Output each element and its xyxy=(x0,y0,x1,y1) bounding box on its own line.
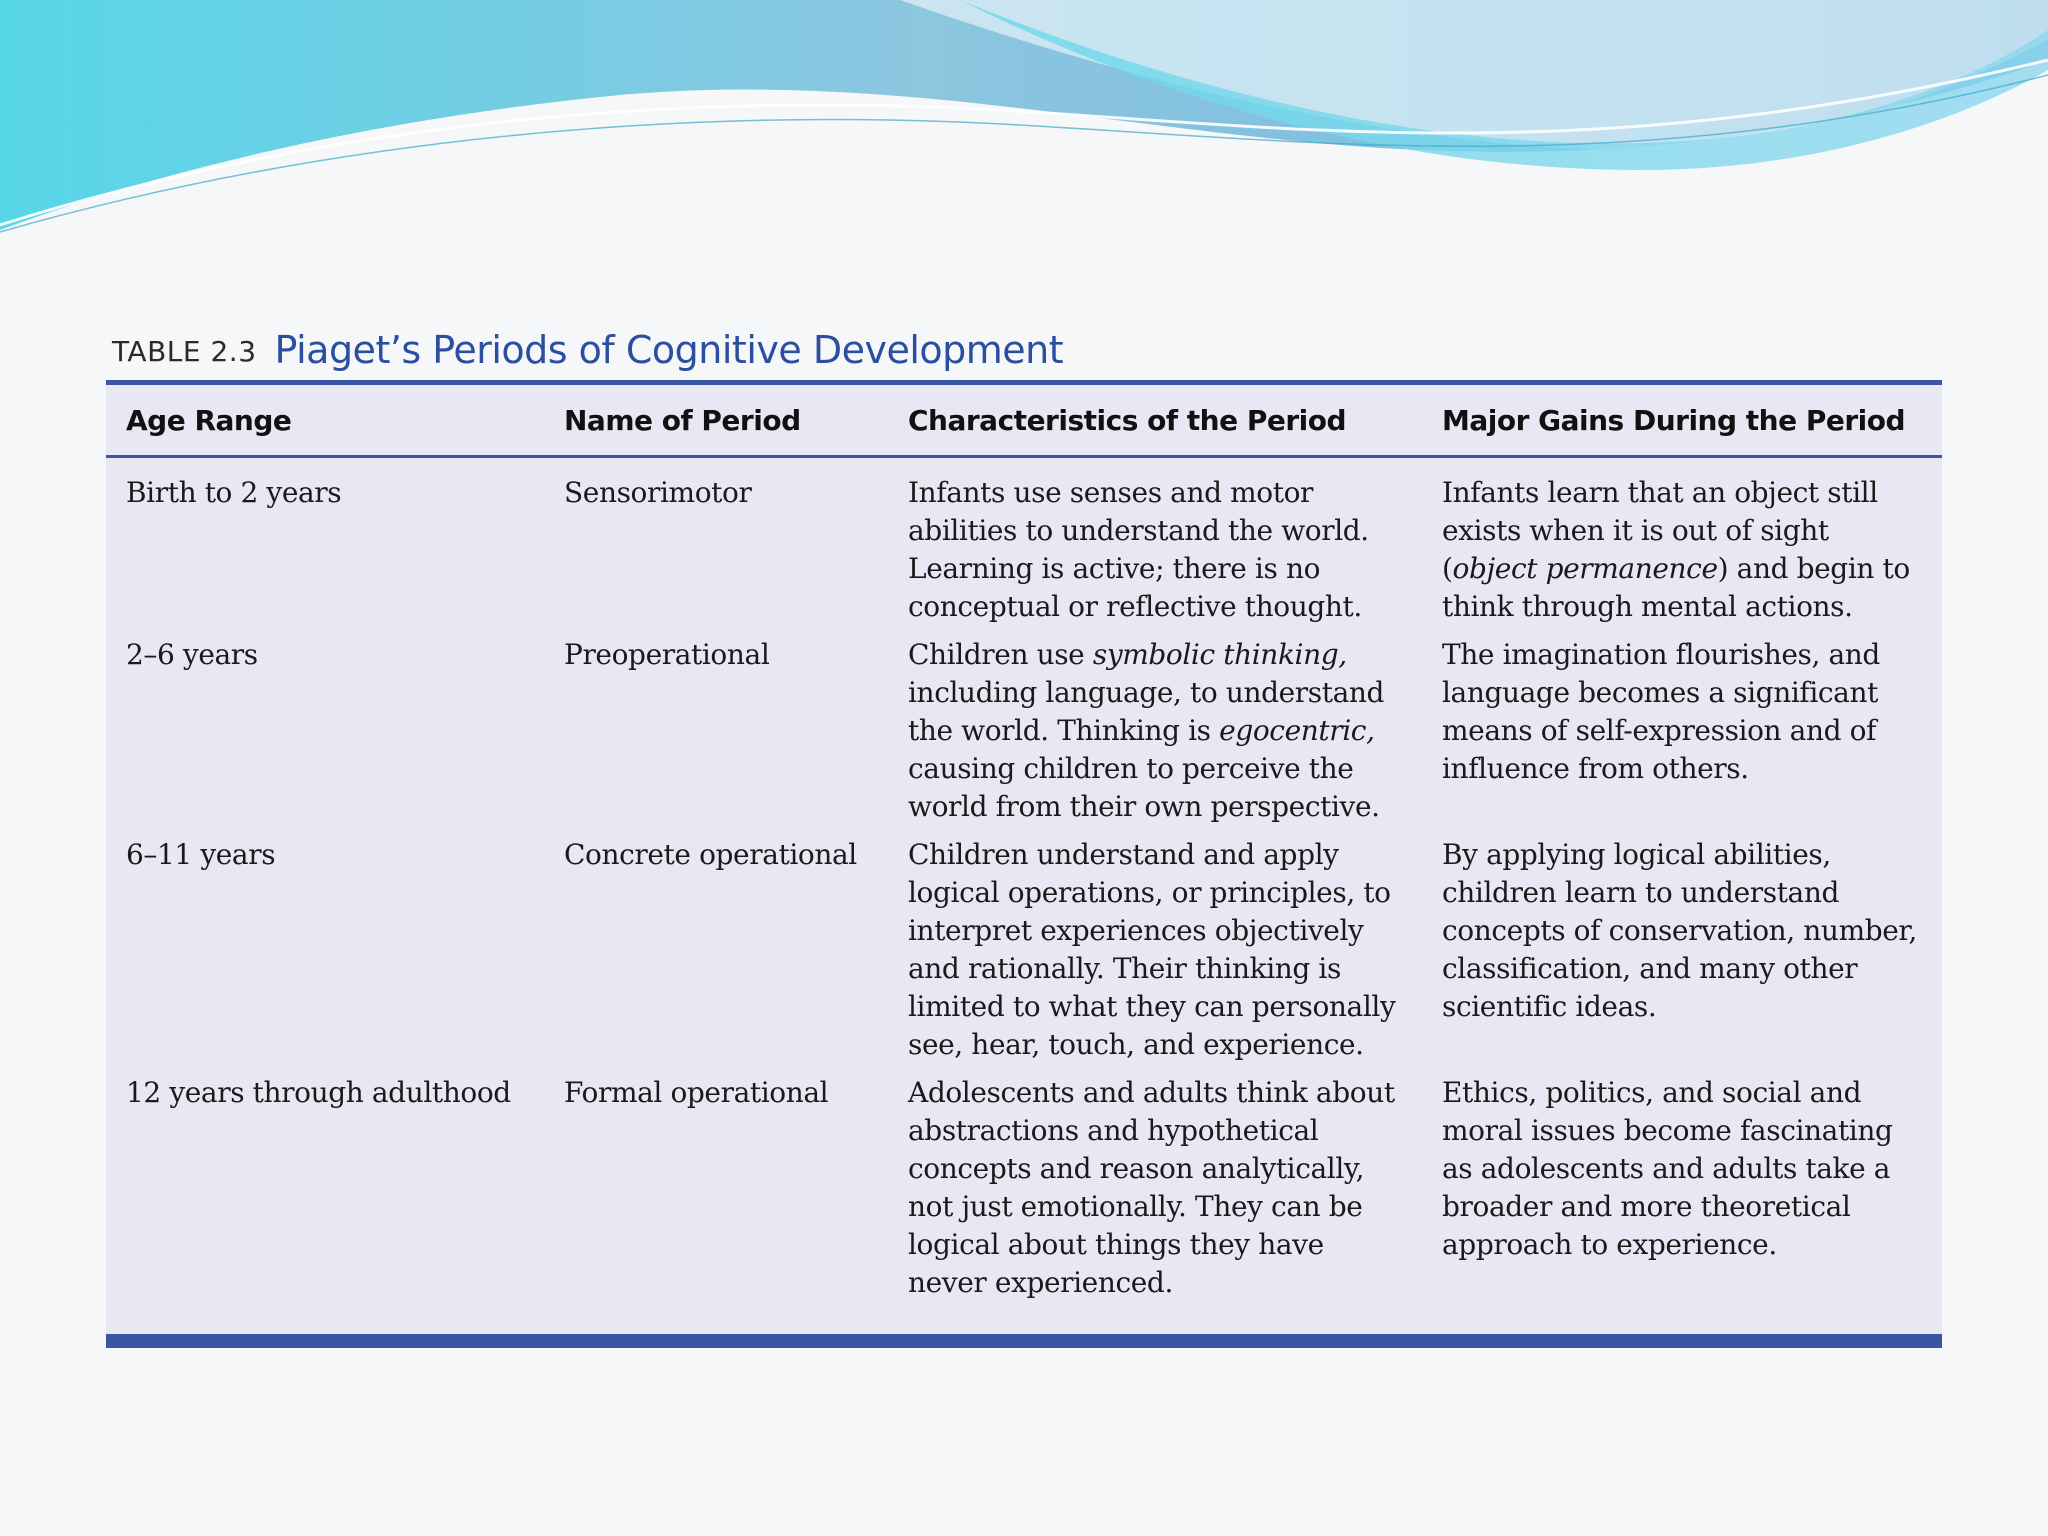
cell-age-range: Birth to 2 years xyxy=(126,476,342,509)
table-title: Piaget’s Periods of Cognitive Development xyxy=(274,328,1064,372)
cell-characteristics: Children understand and apply logical operations, or principles, to interpret experiences objectively and rationally. Their thinking is limited to what they can personally see, hear, touch, and experience. xyxy=(908,838,1396,1061)
cell-characteristics: Infants use senses and motor abilities to understand the world. Learning is active; there is no conceptual or reflective thought. xyxy=(908,476,1369,623)
cell-major-gains: The imagination flourishes, and language becomes a significant means of self-expression and of influence from others. xyxy=(1442,638,1880,785)
table-body xyxy=(106,458,1942,1334)
table-header-row xyxy=(106,385,1942,458)
wave-header-decoration xyxy=(0,0,2048,240)
cell-major-gains: By applying logical abilities, children learn to understand concepts of conservation, number, classification, and many other scientific ideas. xyxy=(1442,838,1917,1023)
cell-period-name: Sensorimotor xyxy=(564,476,752,509)
cell-major-gains: Infants learn that an object still exists when it is out of sight (object permanence) and begin to think through mental actions. xyxy=(1442,476,1910,623)
table-row xyxy=(106,836,1942,1074)
table-bottom-rule xyxy=(106,1334,1942,1348)
table-figure xyxy=(106,322,1942,1348)
table-caption xyxy=(106,322,1942,372)
cell-age-range: 2–6 years xyxy=(126,638,258,671)
table-number-label: TABLE 2.3 xyxy=(112,335,257,368)
cell-characteristics: Children use symbolic thinking, including language, to understand the world. Thinking is egocentric, causing children to perceive the world from their own perspective. xyxy=(908,638,1385,823)
header-major-gains: Major Gains During the Period xyxy=(1442,403,1906,437)
cell-period-name: Formal operational xyxy=(564,1076,829,1109)
table-panel xyxy=(106,380,1942,1348)
cell-age-range: 6–11 years xyxy=(126,838,276,871)
cell-period-name: Concrete operational xyxy=(564,838,857,871)
table-row xyxy=(106,1074,1942,1312)
header-name-of-period: Name of Period xyxy=(564,403,801,437)
header-characteristics: Characteristics of the Period xyxy=(908,403,1347,437)
table-row xyxy=(106,474,1942,636)
header-age-range: Age Range xyxy=(126,403,292,437)
cell-age-range: 12 years through adulthood xyxy=(126,1076,511,1109)
cell-major-gains: Ethics, politics, and social and moral issues become fascinating as adolescents and adults take a broader and more theoretical approach to experience. xyxy=(1442,1076,1893,1261)
table-row xyxy=(106,636,1942,836)
cell-period-name: Preoperational xyxy=(564,638,770,671)
cell-characteristics: Adolescents and adults think about abstractions and hypothetical concepts and reason analytically, not just emotionally. They can be logical about things they have never experienced. xyxy=(908,1076,1395,1299)
